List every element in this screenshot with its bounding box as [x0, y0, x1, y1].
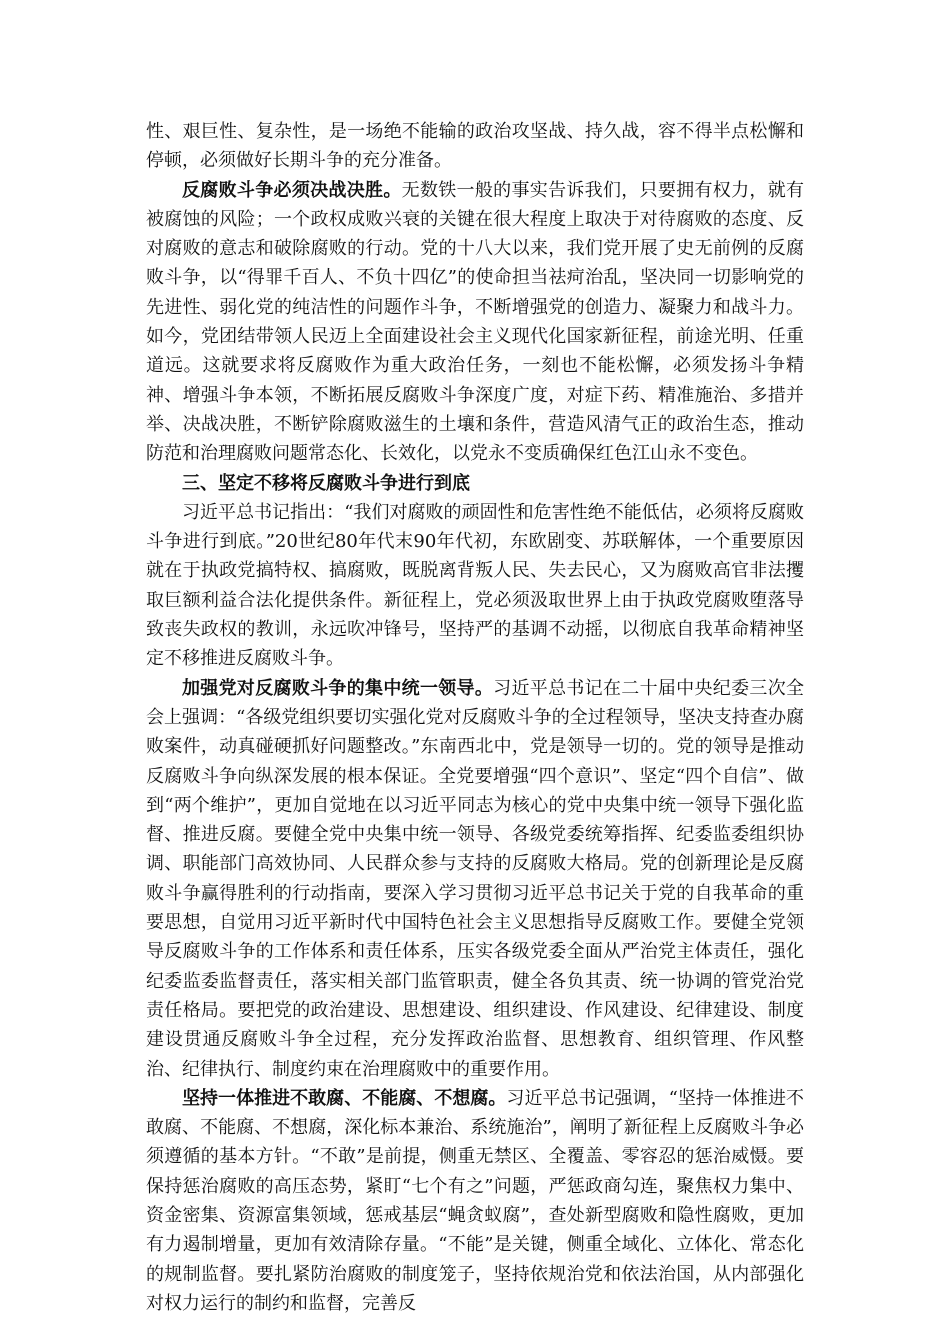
paragraph-body: 习近平总书记指出：“我们对腐败的顽固性和危害性绝不能低估，必须将反腐败斗争进行到底。”20世纪80年代末90年代初，东欧剧变、苏联解体，一个重要原因就在于执政党搞特权、搞腐败，既脱离背叛人民、失去民心，又为腐败高官非法攫取巨额利益合法化提供条件。新征程上，党必须汲取世界上由于执政党腐败堕落导致丧失政权的教训，永远吹冲锋号，坚持严的基调不动摇，以彻底自我革命精神坚定不移推进反腐败斗争。 — [146, 501, 804, 670]
paragraph-party-leadership — [146, 674, 804, 1084]
paragraph-body: 无数铁一般的事实告诉我们，只要拥有权力，就有被腐蚀的风险；一个政权成败兴衰的关键在很大程度上取决于对待腐败的态度、反对腐败的意志和破除腐败的行动。党的十八大以来，我们党开展了史无前例的反腐败斗争，以“得罪千百人、不负十四亿”的使命担当祛疴治乱，坚决同一切影响党的先进性、弱化党的纯洁性的问题作斗争，不断增强党的创造力、凝聚力和战斗力。如今，党团结带领人民迈上全面建设社会主义现代化国家新征程，前途光明、任重道远。这就要求将反腐败作为重大政治任务，一刻也不能松懈，必须发扬斗争精神、增强斗争本领，不断拓展反腐败斗争深度广度，对症下药、精准施治、多措并举、决战决胜，不断铲除腐败滋生的土壤和条件，营造风清气正的政治生态，推动防范和治理腐败问题常态化、长效化，以党永不变质确保红色江山永不变色。 — [146, 179, 805, 465]
section-heading: 三、坚定不移将反腐败斗争进行到底 — [182, 472, 470, 494]
paragraph-lead: 加强党对反腐败斗争的集中统一领导。 — [182, 677, 494, 699]
paragraph-body: 习近平总书记在二十届中央纪委三次全会上强调：“各级党组织要切实强化党对反腐败斗争的全过程领导，坚决支持查办腐败案件，动真碰硬抓好问题整改。”东南西北中，党是领导一切的。党的领导是推动反腐败斗争向纵深发展的根本保证。全党要增强“四个意识”、坚定“四个自信”、做到“两个维护”，更加自觉地在以习近平同志为核心的党中央集中统一领导下强化监督、推进反腐。要健全党中央集中统一领导、各级党委统筹指挥、纪委监委组织协调、职能部门高效协同、人民群众参与支持的反腐败大格局。党的创新理论是反腐败斗争赢得胜利的行动指南，要深入学习贯彻习近平总书记关于党的自我革命的重要思想，自觉用习近平新时代中国特色社会主义思想指导反腐败工作。要健全党领导反腐败斗争的工作体系和责任体系，压实各级党委全面从严治党主体责任，强化纪委监委监督责任，落实相关部门监管职责，健全各负其责、统一协调的管党治党责任格局。要把党的政治建设、思想建设、组织建设、作风建设、纪律建设、制度建设贯通反腐败斗争全过程，充分发挥政治监督、思想教育、组织管理、作风整治、纪律执行、制度约束在治理腐败中的重要作用。 — [146, 677, 805, 1080]
paragraph-body: 性、艰巨性、复杂性，是一场绝不能输的政治攻坚战、持久战，容不得半点松懈和停顿，必须做好长期斗争的充分准备。 — [146, 121, 804, 172]
paragraph-lead: 反腐败斗争必须决战决胜。 — [182, 179, 402, 201]
paragraph-three-nots — [146, 1084, 804, 1318]
document-page — [146, 117, 804, 1318]
paragraph-decisive-victory — [146, 176, 804, 469]
paragraph-continued — [146, 117, 804, 176]
paragraph-xi-quote — [146, 498, 804, 674]
paragraph-lead: 坚持一体推进不敢腐、不能腐、不想腐。 — [182, 1087, 507, 1109]
paragraph-body: 习近平总书记强调，“坚持一体推进不敢腐、不能腐、不想腐，深化标本兼治、系统施治”，阐明了新征程上反腐败斗争必须遵循的基本方针。“不敢”是前提，侧重无禁区、全覆盖、零容忍的惩治威慑。要保持惩治腐败的高压态势，紧盯“七个有之”问题，严惩政商勾连，聚焦权力集中、资金密集、资源富集领域，惩戒基层“蝇贪蚁腐”，查处新型腐败和隐性腐败，更加有力遏制增量，更加有效清除存量。“不能”是关键，侧重全域化、立体化、常态化的规制监督。要扎紧防治腐败的制度笼子，坚持依规治党和依法治国，从内部强化对权力运行的制约和监督，完善反 — [146, 1087, 804, 1314]
